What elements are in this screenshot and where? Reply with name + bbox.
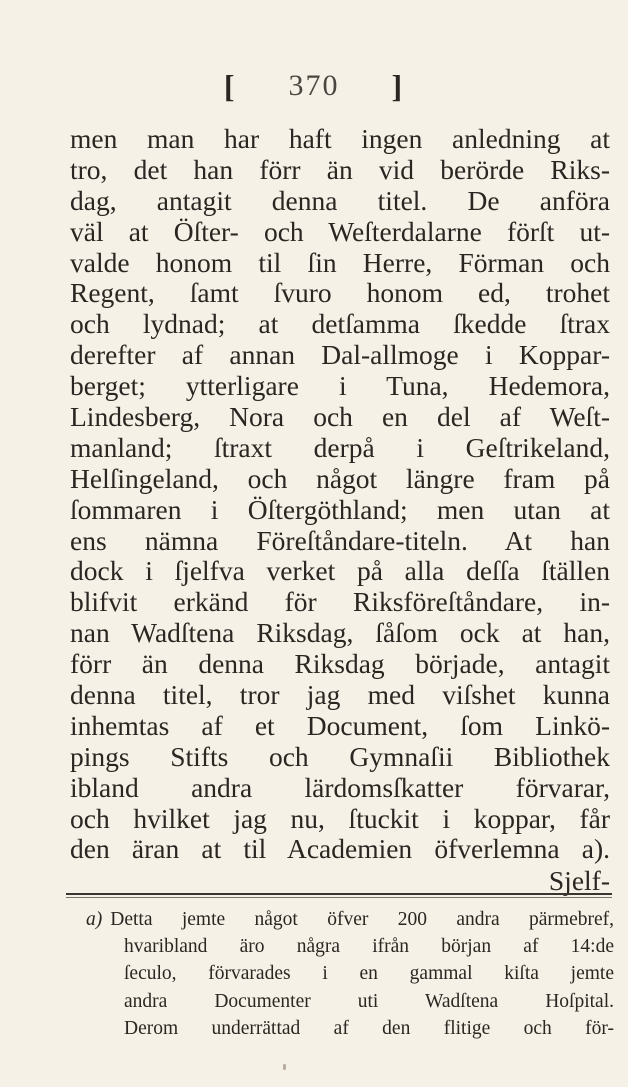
text-line: denna titel, tror jag med viſshet kunna xyxy=(70,679,610,711)
text-line: ibland andra lärdomsſkatter förvarar, xyxy=(70,771,610,803)
text-line: dock i ſjelfva verket på alla deſſa ſtällen xyxy=(70,555,610,587)
text-line: inhemtas af et Document, ſom Linkö- xyxy=(70,709,610,741)
text-line: berget; ytterligare i Tuna, Hedemora, xyxy=(70,370,610,402)
text-line: Helſingeland, och något längre fram på xyxy=(70,462,610,494)
text-line: ens nämna Föreſtåndare-titeln. At han xyxy=(70,524,610,556)
text-line: manland; ſtraxt derpå i Geſtrikeland, xyxy=(70,431,610,463)
text-line: den äran at til Academien öfverlemna a). xyxy=(70,833,610,865)
text-line: derefter af annan Dal-allmoge i Koppar- xyxy=(70,339,610,371)
text-line: och hvilket jag nu, ſtuckit i koppar, får xyxy=(70,802,610,834)
footnote-line: hvaribland äro några ifrån början af 14:de xyxy=(124,936,614,958)
catchword: Sjelf- xyxy=(548,865,610,897)
text-line: Lindesberg, Nora och en del af Weſt- xyxy=(70,401,610,433)
text-line: blifvit erkänd för Riksföreſtåndare, in- xyxy=(70,586,610,618)
text-line: och lydnad; at detſamma ſkedde ſtrax xyxy=(70,308,610,340)
footnote-text: Detta jemte något öfver 200 andra pärmebref, xyxy=(110,909,614,930)
footnote-marker: a) xyxy=(86,909,103,930)
page-number: 370 xyxy=(288,69,340,102)
text-line: dag, antagit denna titel. De anföra xyxy=(70,184,610,216)
main-text xyxy=(70,124,610,897)
text-line: men man har haft ingen anledning at xyxy=(70,123,610,154)
text-line: pings Stifts och Gymnaſii Bibliothek xyxy=(70,740,610,772)
footnote-divider xyxy=(66,893,612,895)
footnote xyxy=(86,906,614,1042)
text-line: nan Wadſtena Riksdag, ſåſom ock at han, xyxy=(70,617,610,649)
text-line: väl at Öſter- och Weſterdalarne förſt ut- xyxy=(70,215,610,247)
text-line: ſommaren i Öſtergöthland; men utan at xyxy=(70,493,610,525)
footnote-line xyxy=(86,906,614,933)
footnote-divider-thin xyxy=(66,897,612,898)
paper-speck xyxy=(283,1064,286,1070)
footnote-line: andra Documenter uti Wadſtena Hoſpital. xyxy=(124,990,614,1012)
text-line: tro, det han förr än vid berörde Riks- xyxy=(70,153,610,185)
header-left-bracket: [ xyxy=(223,67,237,104)
text-line: förr än denna Riksdag började, antagit xyxy=(70,648,610,680)
footnote-line: ſeculo, förvarades i en gammal kiſta jemte xyxy=(124,963,614,985)
footnote-line: Derom underrättad af den flitige och för- xyxy=(124,1017,614,1039)
text-line: Regent, ſamt ſvuro honom ed, trohet xyxy=(70,277,610,309)
text-line: valde honom til ſin Herre, Förman och xyxy=(70,246,610,278)
page-header xyxy=(0,62,628,110)
header-right-bracket: ] xyxy=(391,67,405,104)
